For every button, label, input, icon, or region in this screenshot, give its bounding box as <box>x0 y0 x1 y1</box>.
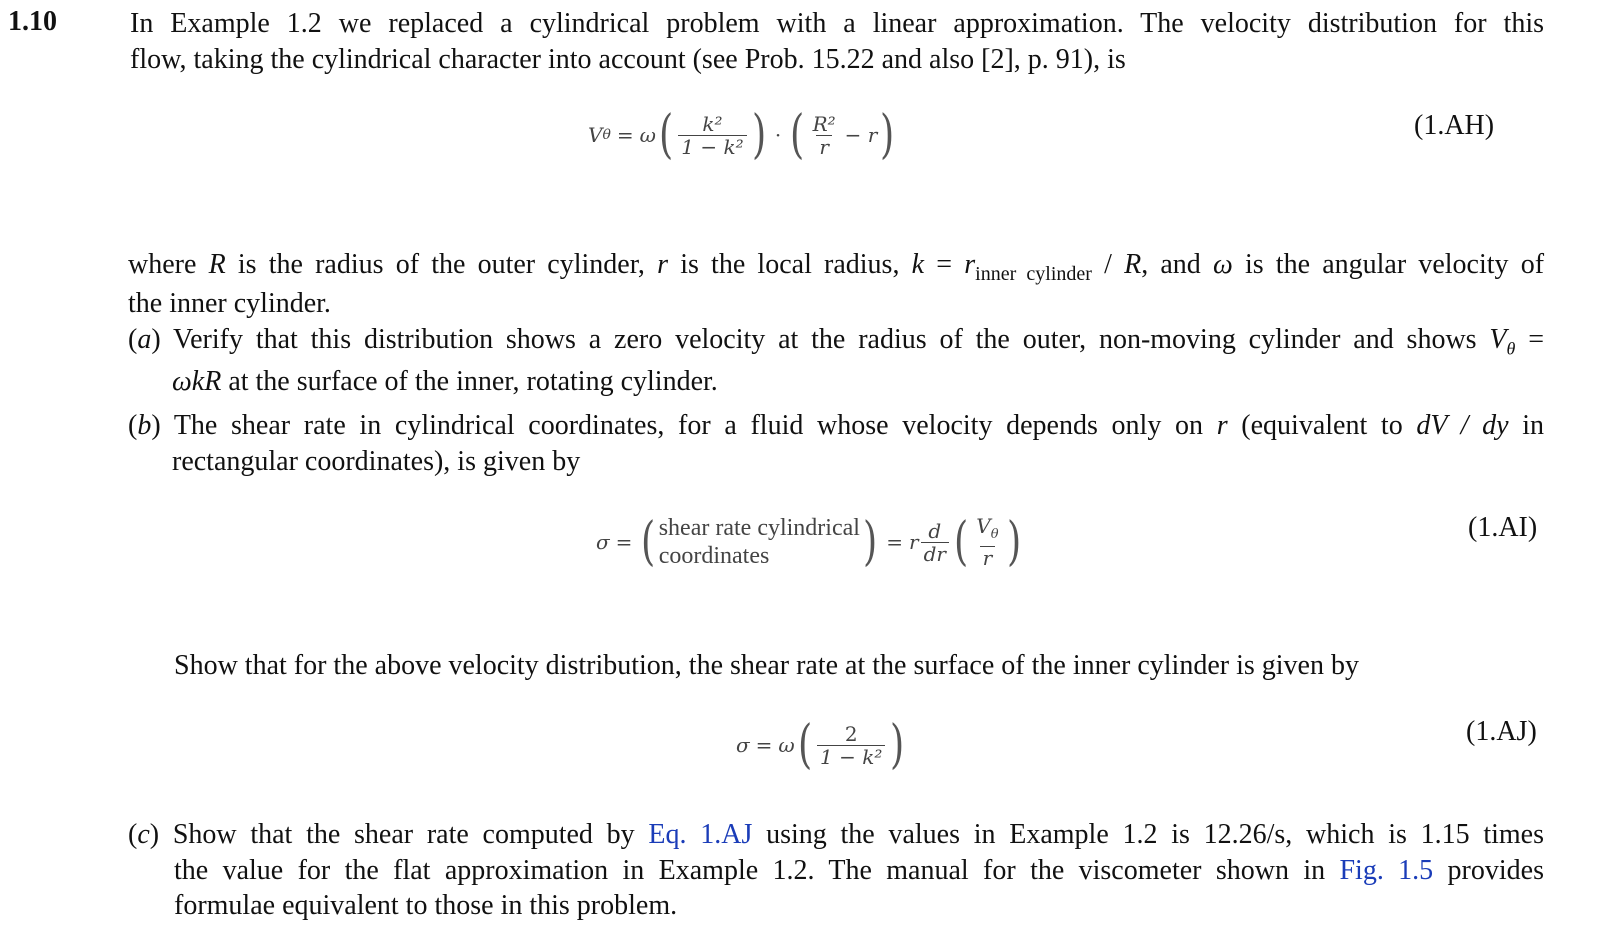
eq-r: r <box>909 530 919 554</box>
part-b-line-1 <box>128 408 1544 444</box>
fraction-R <box>810 113 839 158</box>
eq-omega: ω <box>778 733 795 757</box>
equation-number-1AJ: (1.AJ) <box>1466 716 1537 747</box>
frac-num <box>973 515 1001 546</box>
text: where <box>128 249 209 280</box>
fraction-v-r <box>973 515 1001 569</box>
label-b: b <box>137 410 152 441</box>
subscript-inner-cylinder: inner cylinder <box>975 263 1092 285</box>
box-line-2: coordinates <box>658 543 770 569</box>
fraction-d-dr <box>921 520 949 565</box>
label: ( <box>128 410 138 441</box>
eq-v-sub: θ <box>602 127 611 143</box>
equation-1AH <box>588 100 898 170</box>
eq-minus-r: − r <box>844 123 878 147</box>
text: is the local radius, <box>668 249 912 280</box>
where-line-2: the inner cylinder. <box>128 288 331 319</box>
label: ( <box>128 819 138 850</box>
where-line-1 <box>128 247 1544 285</box>
var-omega: ω <box>1213 249 1233 280</box>
part-a-line-1 <box>128 322 1544 367</box>
paren-open-icon: ( <box>641 512 656 572</box>
text: Verify that this distribution shows a zero velocity at the radius of the outer, non-moving cylinder and shows <box>160 324 1490 355</box>
equation-number-1AI: (1.AI) <box>1468 512 1538 543</box>
paren-close-icon: ) <box>890 715 905 775</box>
subscript-theta: θ <box>1506 338 1516 359</box>
text: is the radius of the outer cylinder, <box>225 249 658 280</box>
text: , and <box>1141 249 1213 280</box>
frac-num: k² <box>702 111 723 136</box>
text: at the surface of the inner, rotating cylinder. <box>221 366 718 397</box>
var-r: r <box>964 249 976 280</box>
equation-1AI <box>596 506 1024 578</box>
intro-line-2: flow, taking the cylindrical character into account (see Prob. 15.22 and also [2], p. 91), is <box>130 44 1126 75</box>
eq-equals: = <box>755 733 773 757</box>
part-c-line-1 <box>128 817 1544 853</box>
frac-den: 1 − k² <box>817 745 885 768</box>
text: = <box>1515 324 1544 355</box>
text: provides <box>1433 855 1544 886</box>
var-R: R <box>1124 249 1142 280</box>
text: using the values in Example 1.2 is 12.26/s, which is 1.15 times <box>752 819 1545 850</box>
text: the value for the flat approximation in Example 1.2. The manual for the viscometer shown in <box>174 855 1340 886</box>
intro-line-1: In Example 1.2 we replaced a cylindrical problem with a linear approximation. The velocity distribution for this <box>130 8 1544 39</box>
text: = <box>924 249 965 280</box>
frac-num: 2 <box>844 721 858 746</box>
equation-number-1AH: (1.AH) <box>1414 110 1495 141</box>
fraction-k <box>678 113 746 158</box>
problem-number: 1.10 <box>8 6 57 37</box>
var-V: V <box>976 514 991 538</box>
var-dvdy: dV / dy <box>1416 410 1509 441</box>
show-text: Show that for the above velocity distribution, the shear rate at the surface of the inner cylinder is given by <box>174 650 1359 681</box>
part-c-line-2 <box>174 853 1544 889</box>
part-c-line-3: formulae equivalent to those in this problem. <box>174 890 678 921</box>
part-a-line-2 <box>172 364 718 400</box>
var-omega-k-R: ωkR <box>172 366 222 397</box>
eq-sigma: σ <box>736 733 750 757</box>
text: / <box>1091 249 1125 280</box>
frac-den: r <box>816 135 832 158</box>
frac-den: r <box>980 546 996 569</box>
label: ) <box>149 819 160 850</box>
eq-equals: = <box>616 123 634 147</box>
paren-close-icon: ) <box>751 105 766 165</box>
eq-sigma: σ <box>596 530 610 554</box>
eq-v: V <box>588 123 603 147</box>
part-b-line-2: rectangular coordinates), is given by <box>172 446 581 477</box>
text: The shear rate in cylindrical coordinates, for a fluid whose velocity depends only on <box>160 410 1217 441</box>
frac-den: dr <box>921 542 949 565</box>
paren-open-icon: ( <box>953 512 969 572</box>
paren-open-icon: ( <box>797 715 812 775</box>
label-a: a <box>137 324 152 355</box>
text: Show that the shear rate computed by <box>159 819 649 850</box>
equation-1AJ <box>736 710 908 780</box>
fraction-2 <box>817 723 885 768</box>
var-V: V <box>1489 324 1507 355</box>
paren-open-icon: ( <box>790 105 805 165</box>
paren-close-icon: ) <box>862 512 878 572</box>
text: (equivalent to <box>1227 410 1417 441</box>
eq-omega: ω <box>639 123 656 147</box>
subscript-theta: θ <box>990 527 999 542</box>
paren-close-icon: ) <box>880 105 895 165</box>
label: ) <box>151 410 161 441</box>
text: is the angular velocity of <box>1232 249 1545 280</box>
eq-dot: · <box>774 123 782 147</box>
frac-den: 1 − k² <box>678 135 746 158</box>
label-c: c <box>137 819 150 850</box>
paren-open-icon: ( <box>659 105 674 165</box>
eq-equals: = <box>615 530 633 554</box>
label: ( <box>128 324 138 355</box>
var-k: k <box>911 249 925 280</box>
var-r: r <box>1216 410 1228 441</box>
frac-num: R² <box>812 111 836 136</box>
var-R: R <box>208 249 226 280</box>
link-eq-1AJ[interactable]: Eq. 1.AJ <box>648 819 753 850</box>
label: ) <box>151 324 161 355</box>
frac-num: d <box>928 518 942 543</box>
shear-rate-box <box>659 514 860 570</box>
paren-close-icon: ) <box>1006 512 1021 572</box>
text: in <box>1508 410 1545 441</box>
eq-equals: = <box>886 530 904 554</box>
box-line-1: shear rate cylindrical <box>658 515 860 541</box>
link-fig-1-5[interactable]: Fig. 1.5 <box>1339 855 1434 886</box>
var-r: r <box>657 249 669 280</box>
